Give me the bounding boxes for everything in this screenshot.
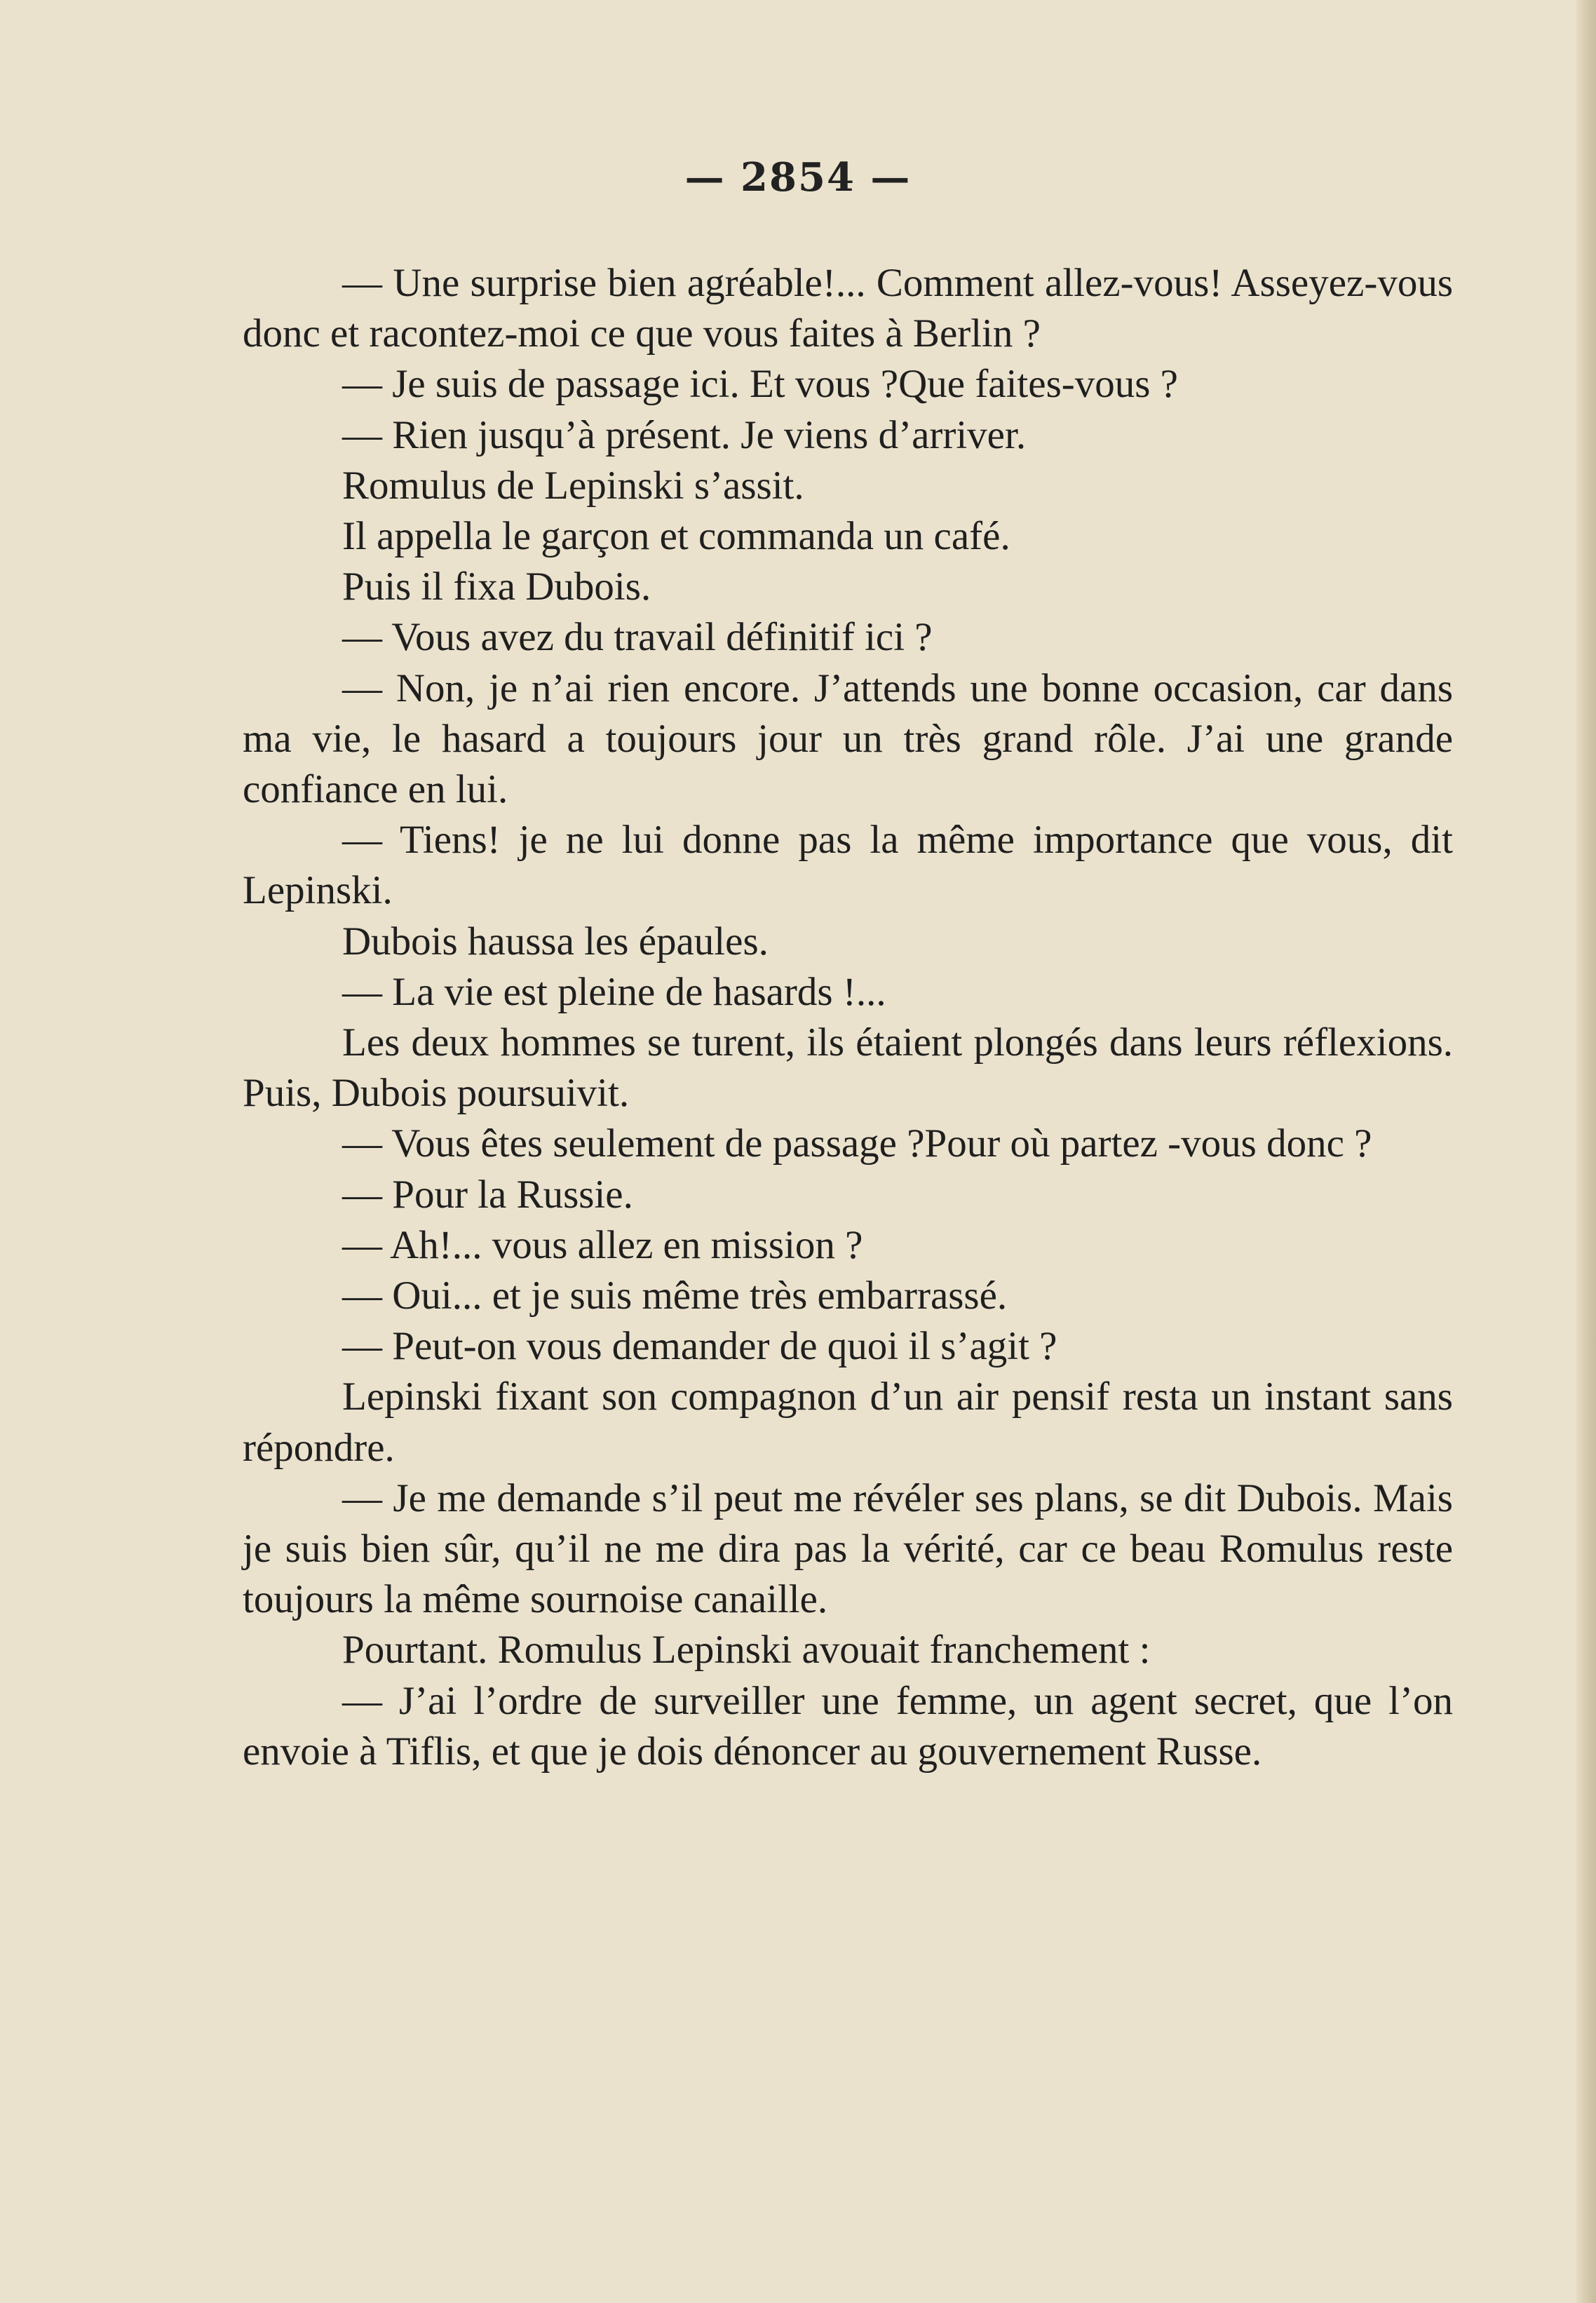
paragraph: — Une surprise bien agréable!... Comment allez-vous! Asseyez-vous donc et racontez-moi ce que vous faites à Berlin ? <box>243 261 1453 356</box>
paragraph: — Non, je n’ai rien encore. J’attends une bonne occasion, car dans ma vie, le hasard a toujours jour un très grand rôle. J’ai une grande confiance en lui. <box>243 666 1453 812</box>
paragraph: Dubois haussa les épaules. <box>342 919 769 964</box>
paragraph: — Rien jusqu’à présent. Je viens d’arriver. <box>342 412 1027 457</box>
paragraph: — Ah!... vous allez en mission ? <box>342 1222 863 1267</box>
paragraph: — Oui... et je suis même très embarrassé. <box>342 1274 1008 1318</box>
paragraph: — Vous êtes seulement de passage ?Pour où partez -vous donc ? <box>342 1121 1372 1166</box>
paragraph: Puis il fixa Dubois. <box>342 565 651 609</box>
paragraph: — Peut-on vous demander de quoi il s’agit ? <box>342 1324 1057 1369</box>
paragraph: — Tiens! je ne lui donne pas la même importance que vous, dit Lepinski. <box>243 818 1453 913</box>
paragraph: Il appella le garçon et commanda un café. <box>342 514 1010 559</box>
paragraph: — Pour la Russie. <box>342 1172 633 1217</box>
paragraph: Lepinski fixant son compagnon d’un air pensif resta un instant sans répondre. <box>243 1375 1453 1470</box>
paragraph: — Je suis de passage ici. Et vous ?Que faites-vous ? <box>342 362 1178 407</box>
paragraph: Romulus de Lepinski s’assit. <box>342 463 804 508</box>
body-text <box>243 258 1453 1777</box>
paragraph: — Je me demande s’il peut me révéler ses plans, se dit Dubois. Mais je suis bien sûr, qu’il ne me dira pas la vérité, car ce beau Romulus reste toujours la même sournoise canaille. <box>243 1475 1453 1622</box>
paragraph: — J’ai l’ordre de surveiller une femme, un agent secret, que l’on envoie à Tiflis, et que je dois dénoncer au gouvernement Russe. <box>243 1678 1453 1774</box>
paragraph: Les deux hommes se turent, ils étaient plongés dans leurs réflexions. Puis, Dubois poursuivit. <box>243 1020 1453 1116</box>
page-edge-shadow <box>1576 0 1596 2303</box>
paragraph: Pourtant. Romulus Lepinski avouait franchement : <box>342 1628 1151 1673</box>
paragraph: — Vous avez du travail définitif ici ? <box>342 615 933 660</box>
paragraph: — La vie est pleine de hasards !... <box>342 969 886 1014</box>
page-number: — 2854 — <box>684 154 912 201</box>
